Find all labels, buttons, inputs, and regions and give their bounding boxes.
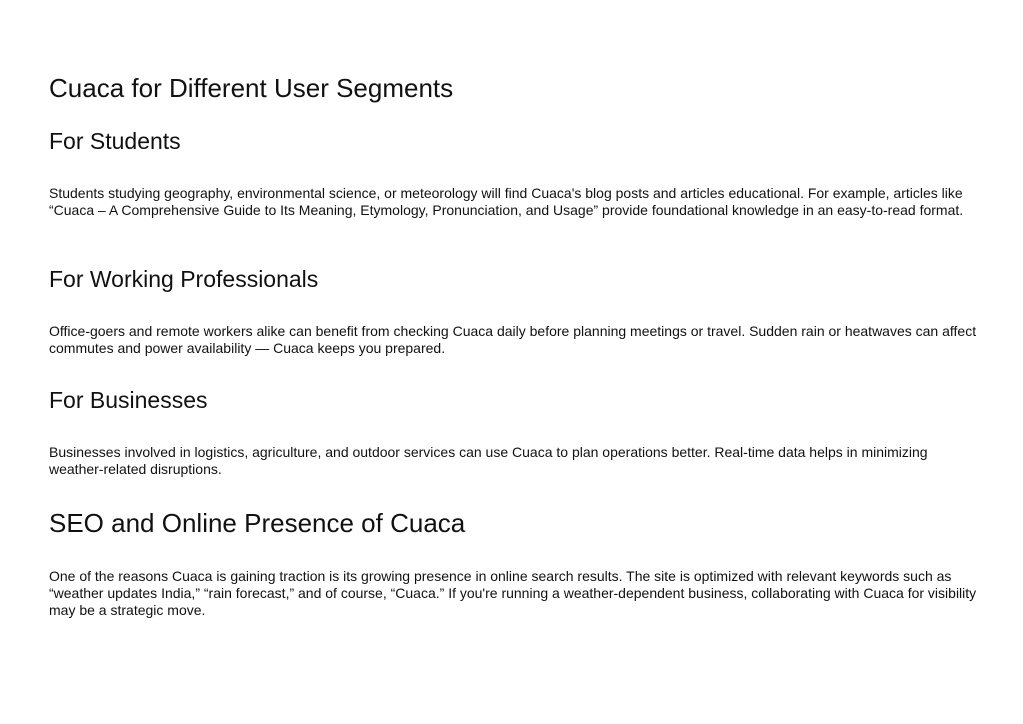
students-paragraph: Students studying geography, environmental science, or meteorology will find Cuaca's blog posts and articles educational. For example, articles like “Cuaca – A Comprehensive Guide to Its Meaning, Etymology, Pronunciation, and Usage” provide foundational knowledge in an easy-to-read format. bbox=[49, 185, 964, 218]
professionals-heading: For Working Professionals bbox=[49, 266, 319, 292]
seo-heading: SEO and Online Presence of Cuaca bbox=[49, 508, 466, 538]
user-segments-heading: Cuaca for Different User Segments bbox=[49, 73, 454, 103]
professionals-paragraph: Office-goers and remote workers alike can benefit from checking Cuaca daily before planning meetings or travel. Sudden rain or heatwaves can affect commutes and power availability — Cuaca keeps you prepared. bbox=[49, 323, 977, 356]
businesses-paragraph: Businesses involved in logistics, agriculture, and outdoor services can use Cuaca to plan operations better. Real-time data helps in minimizing weather-related disruptions. bbox=[49, 444, 928, 477]
businesses-heading: For Businesses bbox=[49, 387, 208, 413]
seo-paragraph: One of the reasons Cuaca is gaining traction is its growing presence in online search results. The site is optimized with relevant keywords such as “weather updates India,” “rain forecast,” and of course, “Cuaca.” If you're running a weather-dependent business, collaborating with Cuaca for visibility may be a strategic move. bbox=[49, 568, 977, 618]
students-heading: For Students bbox=[49, 128, 181, 154]
